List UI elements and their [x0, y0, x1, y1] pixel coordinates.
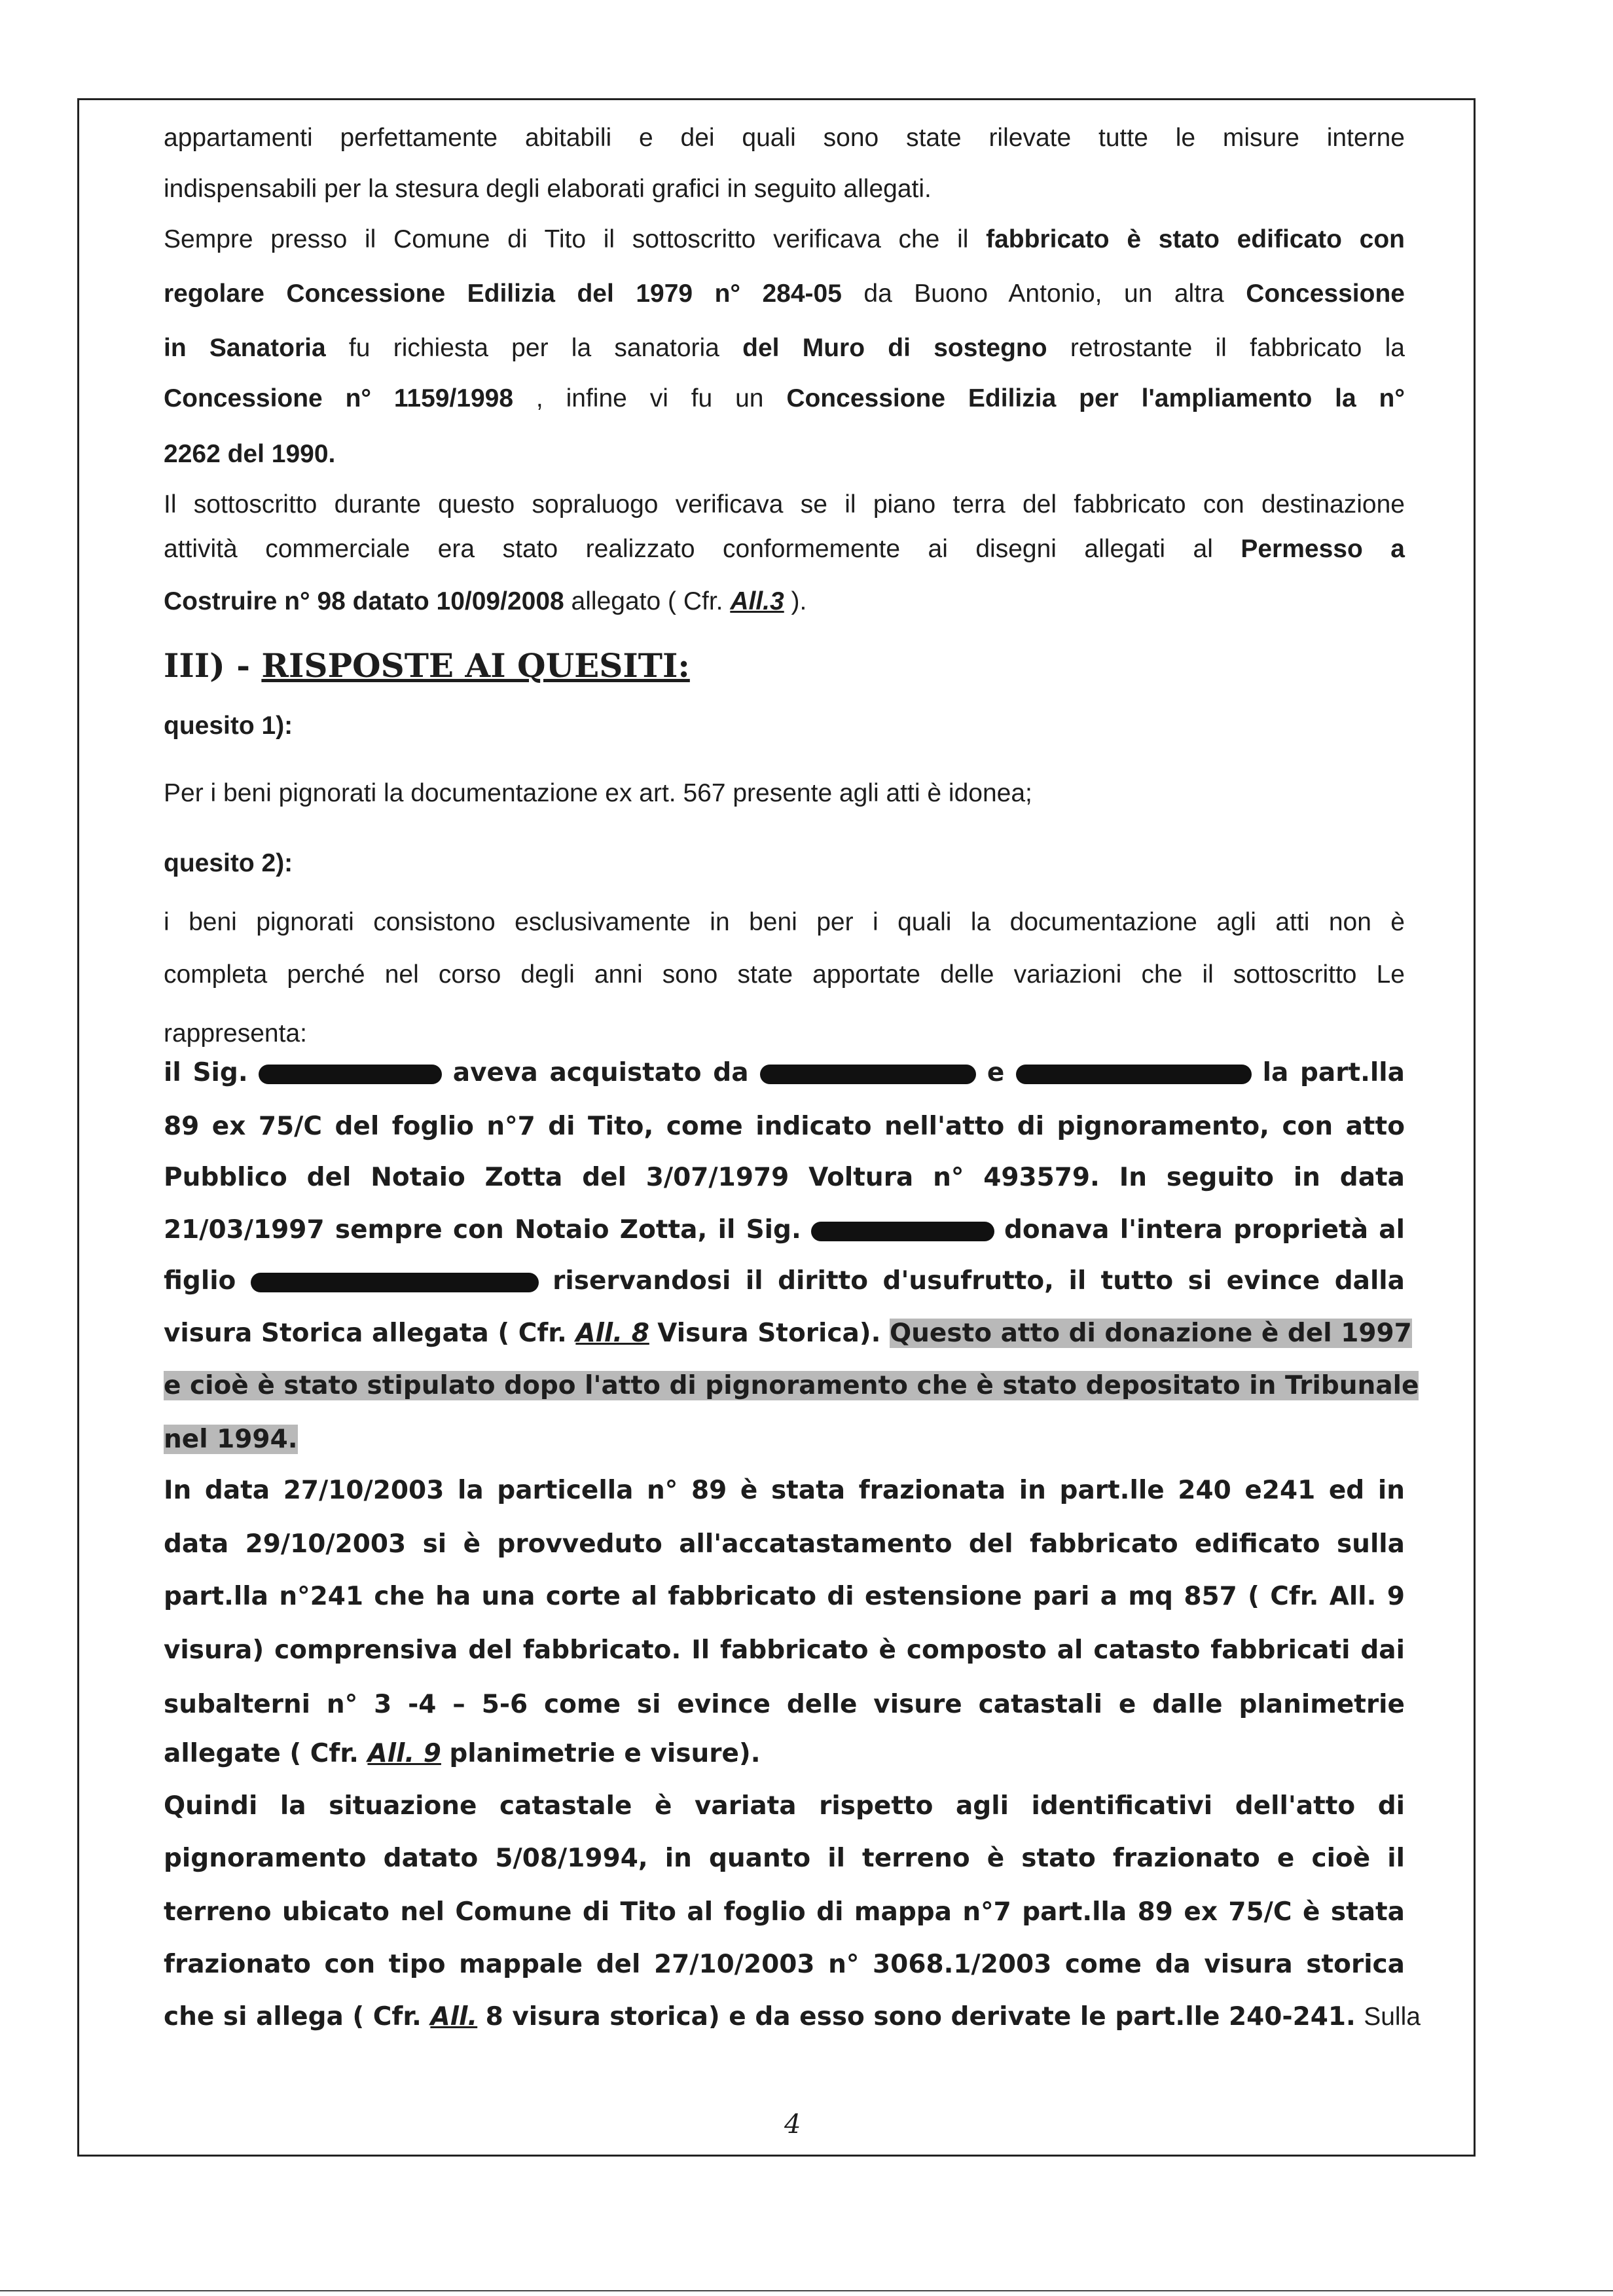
text-segment: i beni pignorati consistono esclusivamente in beni per i quali la documentazione agli atti non è: [164, 908, 1405, 936]
text-segment: donava l'intera proprietà al: [1004, 1215, 1405, 1245]
text-segment: aveva acquistato da: [452, 1058, 761, 1087]
text-segment: Concessione Edilizia per l'ampliamento la n°: [786, 384, 1405, 412]
text-segment: Concessione n° 1159/1998: [164, 384, 514, 412]
text-line: [164, 1211, 1405, 1249]
text-segment: allegate ( Cfr.: [164, 1739, 368, 1768]
text-line: [164, 1367, 1419, 1405]
text-line: [164, 1054, 1405, 1092]
redaction-mark: [811, 1222, 994, 1241]
highlighted-text: Questo atto di donazione è del 1997: [890, 1319, 1412, 1348]
text-segment: Costruire n° 98 datato 10/09/2008: [164, 587, 564, 615]
text-segment: 2262 del 1990.: [164, 440, 336, 468]
text-segment: fu richiesta per la sanatoria: [348, 334, 743, 362]
text-line: [164, 1631, 1405, 1669]
text-segment: rappresenta:: [164, 1019, 307, 1048]
text-line: [164, 1472, 1405, 1510]
text-line: [164, 903, 1405, 941]
text-line: [164, 956, 1405, 994]
text-segment: 89 ex 75/C del foglio n°7 di Tito, come indicato nell'atto di pignoramento, con atto: [164, 1112, 1405, 1141]
attachment-ref: All. 9: [367, 1739, 441, 1768]
text-segment: indispensabili per la stesura degli elaborati grafici in seguito allegati.: [164, 175, 932, 203]
attachment-ref: All. 8: [575, 1319, 649, 1348]
text-segment: Quindi la situazione catastale è variata rispetto agli identificativi dell'atto di: [164, 1791, 1405, 1821]
text-segment: Permesso a: [1241, 535, 1405, 563]
text-line: [164, 1735, 1405, 1773]
text-segment: , infine vi fu un: [535, 384, 787, 412]
text-line: [164, 329, 1405, 367]
text-line: [164, 1108, 1405, 1146]
text-line: [164, 380, 1405, 418]
text-line: [164, 119, 1405, 157]
heading-number: III) -: [164, 646, 262, 685]
text-line: [164, 1998, 1421, 2036]
text-segment: in Sanatoria: [164, 334, 326, 362]
text-segment: allegato ( Cfr.: [571, 587, 731, 615]
text-segment: riservandosi il diritto d'usufrutto, il tutto si evince dalla: [553, 1266, 1405, 1296]
text-segment: visura) comprensiva del fabbricato. Il fabbricato è composto al catasto fabbricati dai: [164, 1635, 1405, 1665]
text-line: [164, 221, 1405, 259]
text-segment: terreno ubicato nel Comune di Tito al foglio di mappa n°7 part.lla 89 ex 75/C è stata: [164, 1897, 1405, 1927]
text-line: [164, 435, 1405, 473]
text-line: [164, 1578, 1405, 1616]
text-line: [164, 1421, 1405, 1459]
text-segment: figlio: [164, 1266, 251, 1296]
text-segment: quesito 1):: [164, 712, 293, 740]
text-line: [164, 583, 1405, 621]
text-segment: Sempre presso il Comune di Tito il sottoscritto verificava che il: [164, 225, 987, 253]
text-line: [164, 1787, 1405, 1825]
redaction-mark: [251, 1273, 539, 1292]
text-segment: quesito 2):: [164, 849, 293, 877]
subheading: [164, 845, 1405, 883]
text-segment: retrostante il fabbricato la: [1070, 334, 1405, 362]
text-line: [164, 1686, 1405, 1724]
text-line: [164, 530, 1405, 568]
text-segment: Il sottoscritto durante questo sopraluogo verificava se il piano terra del fabbricato con destinazione: [164, 490, 1405, 519]
text-segment: Per i beni pignorati la documentazione ex art. 567 presente agli atti è idonea;: [164, 779, 1032, 807]
text-segment: 21/03/1997 sempre con Notaio Zotta, il Sig.: [164, 1215, 801, 1245]
text-line: [164, 1946, 1405, 1984]
text-segment: subalterni n° 3 -4 – 5-6 come si evince delle visure catastali e dalle planimetrie: [164, 1690, 1405, 1719]
text-line: [164, 275, 1405, 313]
text-line: [164, 486, 1405, 524]
text-segment: Visura Storica).: [657, 1319, 890, 1348]
text-segment: attività commerciale era stato realizzato conformemente ai disegni allegati al: [164, 535, 1241, 563]
text-segment: ).: [791, 587, 807, 615]
text-segment: Sulla: [1364, 2003, 1421, 2031]
text-segment: pignoramento datato 5/08/1994, in quanto il terreno è stato frazionato e cioè il: [164, 1844, 1405, 1873]
attachment-ref: All.: [430, 2002, 478, 2032]
text-segment: 8 visura storica) e da esso sono derivate le part.lle 240-241.: [485, 2002, 1356, 2032]
text-line: [164, 170, 1405, 208]
redaction-mark: [259, 1065, 442, 1084]
text-segment: da Buono Antonio, un altra: [863, 280, 1246, 308]
section-heading: [164, 643, 1405, 689]
highlighted-text: nel 1994.: [164, 1425, 298, 1454]
text-segment: Pubblico del Notaio Zotta del 3/07/1979 Voltura n° 493579. In seguito in data: [164, 1163, 1405, 1192]
attachment-ref: All.3: [730, 587, 784, 615]
text-segment: planimetrie e visure).: [449, 1739, 761, 1768]
text-segment: la part.lla: [1262, 1058, 1405, 1087]
text-segment: il Sig.: [164, 1058, 248, 1087]
text-segment: part.lla n°241 che ha una corte al fabbricato di estensione pari a mq 857 ( Cfr. All. 9: [164, 1582, 1405, 1611]
text-segment: visura Storica allegata ( Cfr.: [164, 1319, 576, 1348]
text-segment: Concessione: [1246, 280, 1405, 308]
text-segment: completa perché nel corso degli anni sono state apportate delle variazioni che il sottoscritto Le: [164, 960, 1405, 989]
text-line: [164, 1262, 1405, 1300]
text-segment: del Muro di sostegno: [742, 334, 1047, 362]
redaction-mark: [760, 1065, 976, 1084]
text-line: [164, 774, 1405, 812]
heading-title: RISPOSTE AI QUESITI:: [261, 646, 690, 685]
text-segment: che si allega ( Cfr.: [164, 2002, 431, 2032]
text-line: [164, 1159, 1405, 1197]
text-segment: fabbricato è stato edificato con: [986, 225, 1405, 253]
text-segment: In data 27/10/2003 la particella n° 89 è stata frazionata in part.lle 240 e241 ed in: [164, 1476, 1405, 1505]
highlighted-text: e cioè è stato stipulato dopo l'atto di pignoramento che è stato depositato in Tribunale: [164, 1371, 1419, 1400]
subheading: [164, 707, 1405, 745]
text-segment: frazionato con tipo mappale del 27/10/2003 n° 3068.1/2003 come da visura storica: [164, 1950, 1405, 1979]
text-line: [164, 1315, 1412, 1353]
text-segment: appartamenti perfettamente abitabili e dei quali sono state rilevate tutte le misure interne: [164, 124, 1405, 152]
text-line: [164, 1840, 1405, 1878]
text-line: [164, 1525, 1405, 1563]
text-line: [164, 1015, 1405, 1053]
text-segment: regolare Concessione Edilizia del 1979 n° 284-05: [164, 280, 842, 308]
bottom-rule: [0, 2290, 1613, 2291]
page-number: 4: [784, 2109, 801, 2140]
text-segment: data 29/10/2003 si è provveduto all'accatastamento del fabbricato edificato sulla: [164, 1529, 1405, 1559]
text-segment: e: [987, 1058, 1017, 1087]
text-line: [164, 1893, 1405, 1931]
redaction-mark: [1016, 1065, 1252, 1084]
